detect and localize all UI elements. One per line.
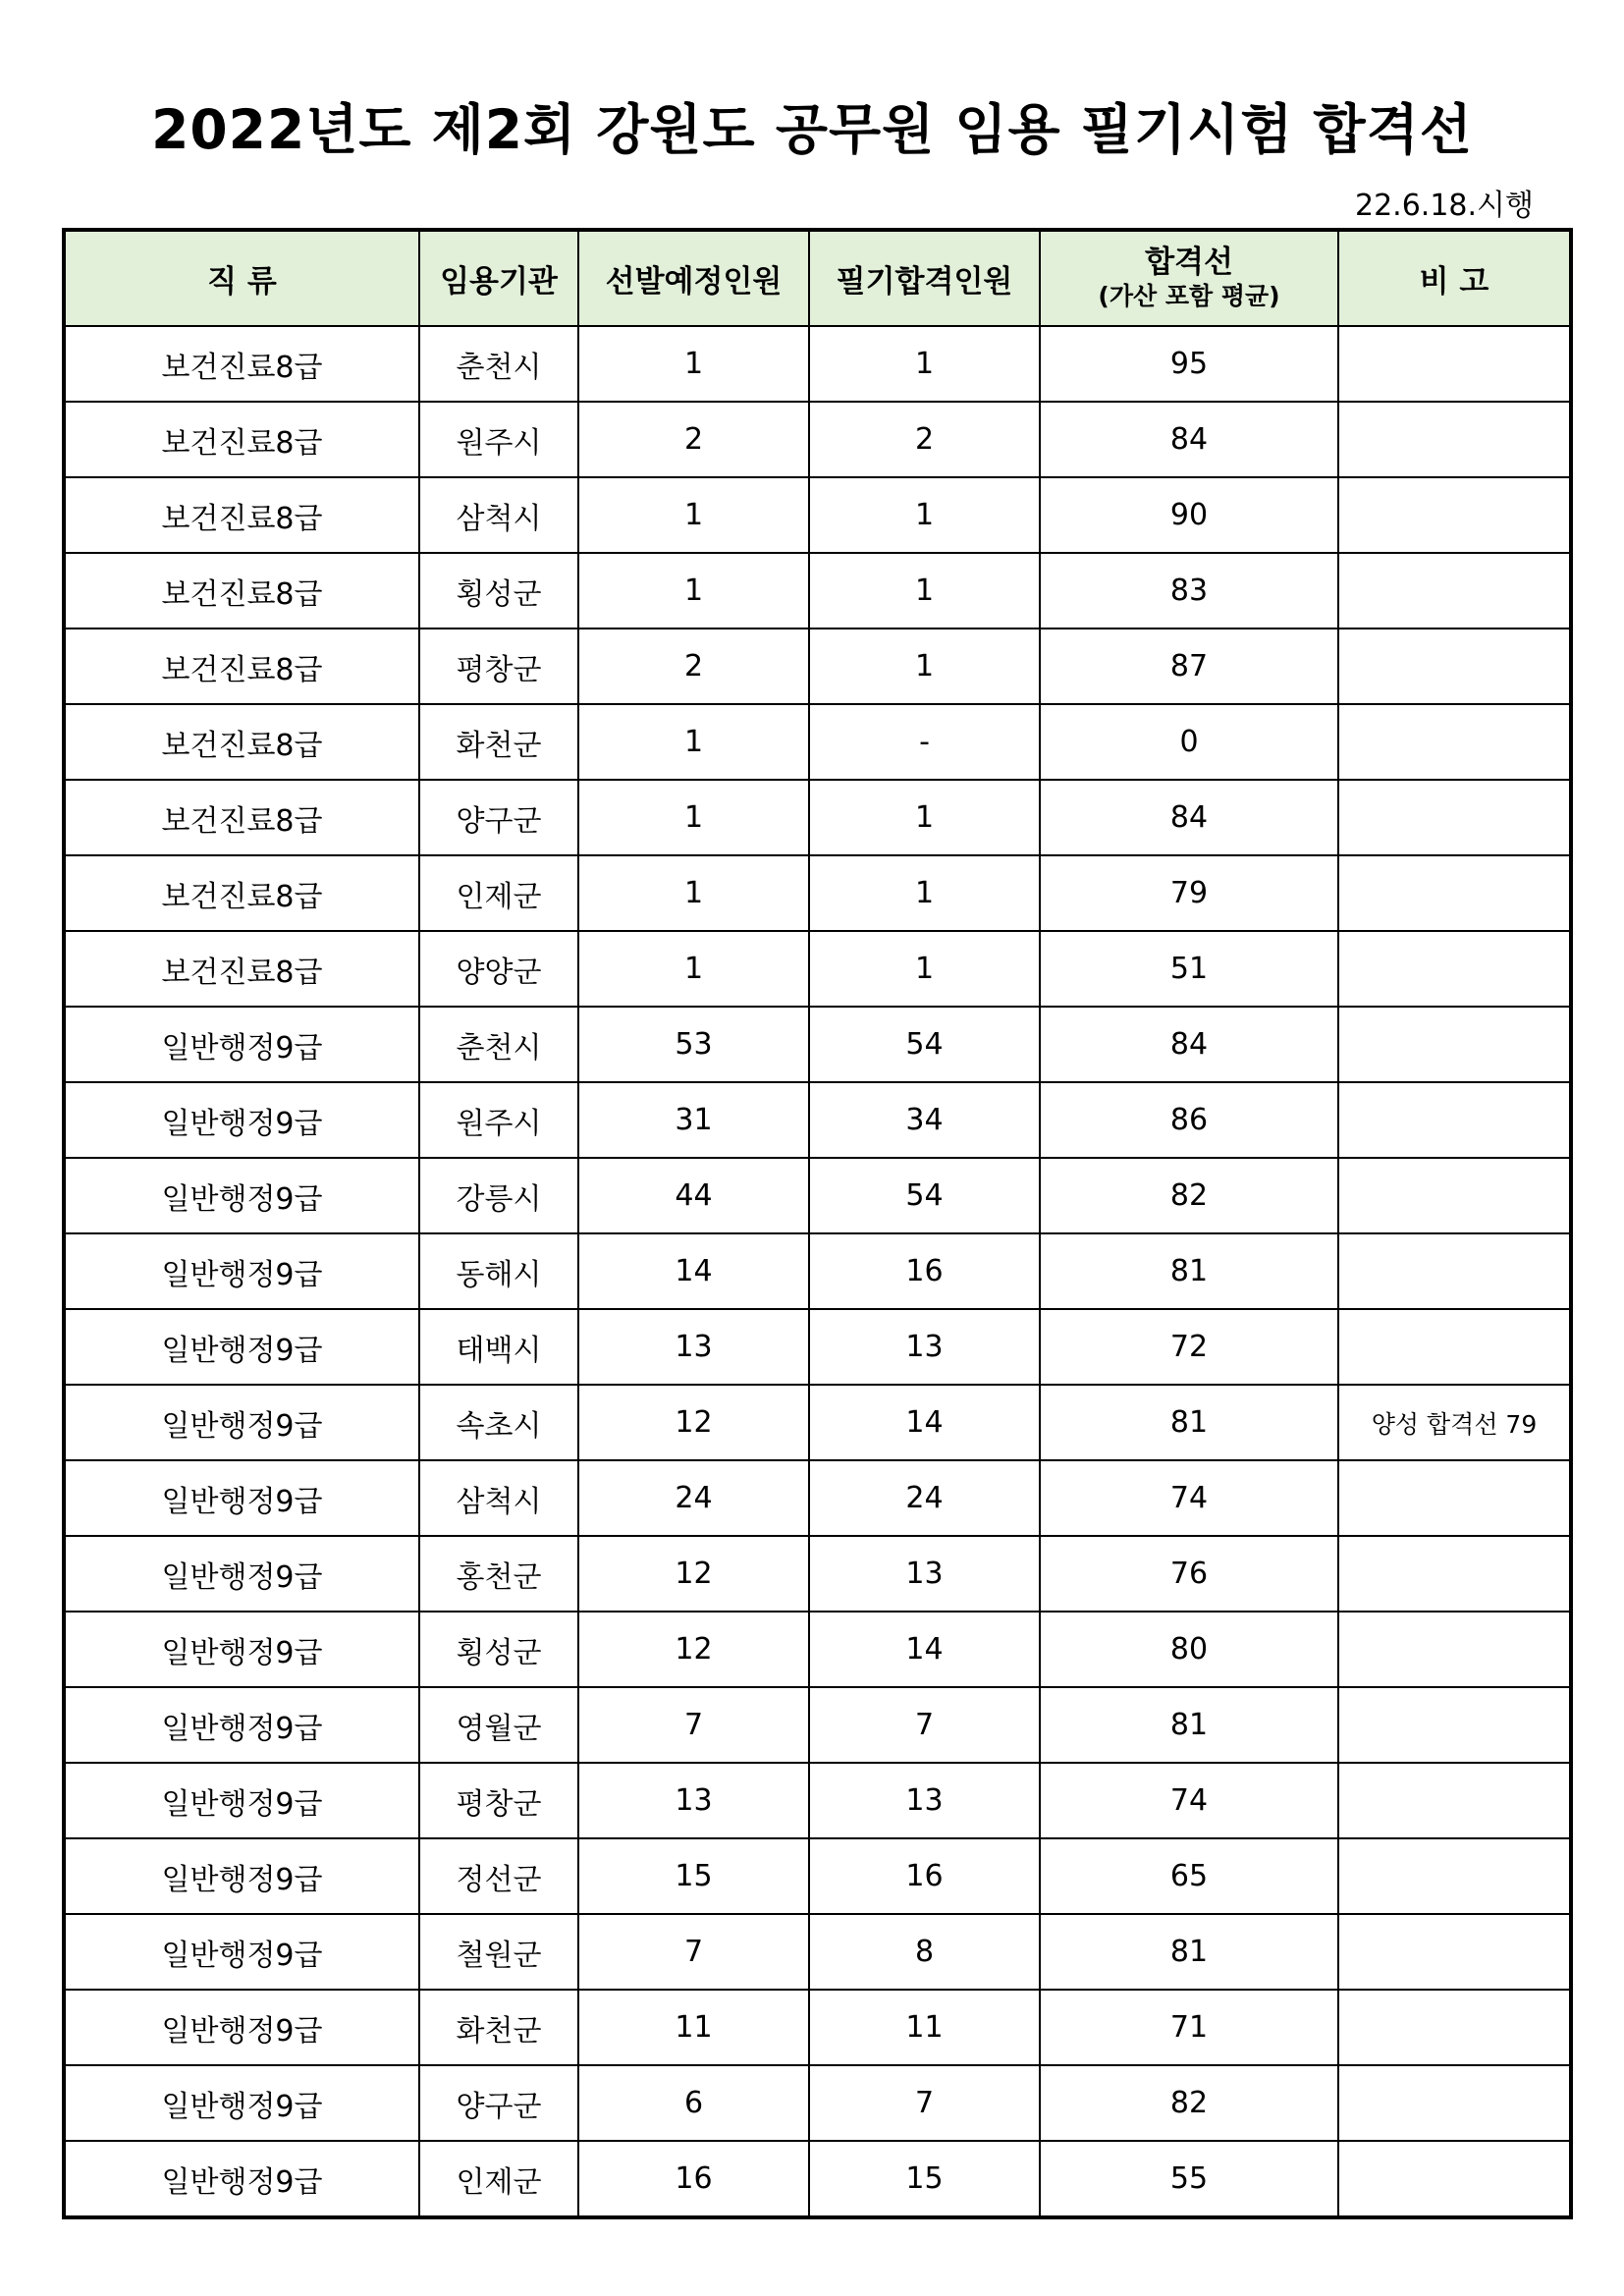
cell-note: [1338, 2065, 1571, 2141]
cell-passed: 34: [809, 1082, 1040, 1158]
cell-agency: 평창군: [419, 629, 578, 704]
cell-note: [1338, 855, 1571, 931]
cell-note: [1338, 553, 1571, 629]
header-cutoff: [1040, 230, 1338, 326]
cell-agency: 정선군: [419, 1838, 578, 1914]
cell-cutoff: 74: [1040, 1460, 1338, 1536]
cell-planned: 1: [578, 704, 809, 780]
cell-planned: 1: [578, 326, 809, 402]
cell-planned: 12: [578, 1385, 809, 1460]
cell-passed: 1: [809, 477, 1040, 553]
cell-agency: 동해시: [419, 1233, 578, 1309]
table-row: [64, 402, 1571, 477]
cell-planned: 14: [578, 1233, 809, 1309]
cell-passed: 13: [809, 1763, 1040, 1838]
cell-job: 일반행정9급: [64, 2065, 419, 2141]
cell-cutoff: 82: [1040, 1158, 1338, 1233]
cell-job: 보건진료8급: [64, 326, 419, 402]
table-row: [64, 1158, 1571, 1233]
cell-note: [1338, 1763, 1571, 1838]
table-row: [64, 553, 1571, 629]
table-body: [64, 326, 1571, 2217]
cell-note: [1338, 1007, 1571, 1082]
table-row: [64, 326, 1571, 402]
cell-job: 일반행정9급: [64, 1990, 419, 2065]
cell-passed: 14: [809, 1612, 1040, 1687]
cell-cutoff: 74: [1040, 1763, 1338, 1838]
cell-cutoff: 80: [1040, 1612, 1338, 1687]
cell-job: 보건진료8급: [64, 780, 419, 855]
cell-note: [1338, 1082, 1571, 1158]
cell-job: 일반행정9급: [64, 1309, 419, 1385]
cell-job: 일반행정9급: [64, 1612, 419, 1687]
cell-passed: 7: [809, 2065, 1040, 2141]
cell-agency: 평창군: [419, 1763, 578, 1838]
cell-cutoff: 90: [1040, 477, 1338, 553]
cell-planned: 11: [578, 1990, 809, 2065]
cell-planned: 7: [578, 1687, 809, 1763]
table-row: [64, 477, 1571, 553]
cell-note: [1338, 1990, 1571, 2065]
cell-agency: 삼척시: [419, 1460, 578, 1536]
cell-planned: 16: [578, 2141, 809, 2217]
results-table: [62, 228, 1573, 2219]
exam-date: 22.6.18.시행: [1354, 189, 1534, 223]
cell-job: 일반행정9급: [64, 1838, 419, 1914]
cell-job: 보건진료8급: [64, 553, 419, 629]
table-row: [64, 1612, 1571, 1687]
cell-planned: 7: [578, 1914, 809, 1990]
table-row: [64, 1763, 1571, 1838]
cell-passed: 1: [809, 931, 1040, 1007]
cell-job: 보건진료8급: [64, 629, 419, 704]
cell-note: [1338, 1838, 1571, 1914]
cell-cutoff: 65: [1040, 1838, 1338, 1914]
cell-planned: 1: [578, 855, 809, 931]
cell-cutoff: 82: [1040, 2065, 1338, 2141]
cell-passed: 54: [809, 1158, 1040, 1233]
header-job: 직 류: [64, 230, 419, 326]
table-row: [64, 2141, 1571, 2217]
cell-note: [1338, 1687, 1571, 1763]
cell-job: 일반행정9급: [64, 1460, 419, 1536]
header-passed: 필기합격인원: [809, 230, 1040, 326]
cell-cutoff: 87: [1040, 629, 1338, 704]
cell-note: [1338, 1612, 1571, 1687]
cell-note: [1338, 780, 1571, 855]
cell-passed: 13: [809, 1309, 1040, 1385]
cell-passed: 16: [809, 1233, 1040, 1309]
cell-agency: 태백시: [419, 1309, 578, 1385]
cell-cutoff: 81: [1040, 1914, 1338, 1990]
cell-planned: 1: [578, 477, 809, 553]
table-row: [64, 1990, 1571, 2065]
table-row: [64, 1914, 1571, 1990]
cell-passed: 15: [809, 2141, 1040, 2217]
cell-passed: 1: [809, 629, 1040, 704]
cell-planned: 13: [578, 1763, 809, 1838]
cell-agency: 인제군: [419, 2141, 578, 2217]
cell-passed: 24: [809, 1460, 1040, 1536]
header-cutoff-sub: (가산 포함 평균): [1098, 281, 1280, 310]
cell-passed: 13: [809, 1536, 1040, 1612]
table-row: [64, 2065, 1571, 2141]
cell-agency: 원주시: [419, 402, 578, 477]
cell-note: [1338, 1914, 1571, 1990]
cell-passed: 11: [809, 1990, 1040, 2065]
cell-agency: 춘천시: [419, 1007, 578, 1082]
cell-job: 일반행정9급: [64, 1763, 419, 1838]
cell-note: [1338, 1233, 1571, 1309]
cell-planned: 31: [578, 1082, 809, 1158]
table-row: [64, 1233, 1571, 1309]
cell-agency: 횡성군: [419, 1612, 578, 1687]
table-row: [64, 1309, 1571, 1385]
cell-agency: 횡성군: [419, 553, 578, 629]
table-row: [64, 1007, 1571, 1082]
cell-passed: 8: [809, 1914, 1040, 1990]
table-row: [64, 1385, 1571, 1460]
cell-agency: 철원군: [419, 1914, 578, 1990]
cell-note: [1338, 2141, 1571, 2217]
cell-passed: 7: [809, 1687, 1040, 1763]
table-row: [64, 1536, 1571, 1612]
cell-planned: 44: [578, 1158, 809, 1233]
cell-job: 보건진료8급: [64, 931, 419, 1007]
cell-passed: 1: [809, 553, 1040, 629]
cell-cutoff: 84: [1040, 780, 1338, 855]
cell-agency: 강릉시: [419, 1158, 578, 1233]
header-note: 비 고: [1338, 230, 1571, 326]
header-cutoff-label: 합격선: [1145, 245, 1233, 281]
cell-job: 일반행정9급: [64, 2141, 419, 2217]
cell-cutoff: 84: [1040, 402, 1338, 477]
cell-cutoff: 95: [1040, 326, 1338, 402]
cell-job: 일반행정9급: [64, 1082, 419, 1158]
cell-cutoff: 72: [1040, 1309, 1338, 1385]
cell-job: 일반행정9급: [64, 1158, 419, 1233]
cell-passed: 14: [809, 1385, 1040, 1460]
cell-planned: 13: [578, 1309, 809, 1385]
header-planned: 선발예정인원: [578, 230, 809, 326]
cell-agency: 홍천군: [419, 1536, 578, 1612]
cell-agency: 영월군: [419, 1687, 578, 1763]
cell-agency: 삼척시: [419, 477, 578, 553]
cell-passed: 1: [809, 326, 1040, 402]
cell-agency: 양양군: [419, 931, 578, 1007]
cell-note: [1338, 1158, 1571, 1233]
table-row: [64, 629, 1571, 704]
table-header: [64, 230, 1571, 326]
table-row: [64, 780, 1571, 855]
cell-note: [1338, 629, 1571, 704]
cell-agency: 인제군: [419, 855, 578, 931]
cell-cutoff: 0: [1040, 704, 1338, 780]
table-row: [64, 855, 1571, 931]
table-row: [64, 1838, 1571, 1914]
cell-job: 보건진료8급: [64, 402, 419, 477]
cell-note: 양성 합격선 79: [1338, 1385, 1571, 1460]
cell-cutoff: 81: [1040, 1385, 1338, 1460]
cell-job: 일반행정9급: [64, 1687, 419, 1763]
cell-planned: 6: [578, 2065, 809, 2141]
cell-note: [1338, 931, 1571, 1007]
cell-cutoff: 71: [1040, 1990, 1338, 2065]
cell-agency: 양구군: [419, 780, 578, 855]
cell-job: 보건진료8급: [64, 855, 419, 931]
cell-note: [1338, 704, 1571, 780]
cell-planned: 2: [578, 629, 809, 704]
cell-planned: 1: [578, 780, 809, 855]
cell-planned: 2: [578, 402, 809, 477]
cell-job: 일반행정9급: [64, 1385, 419, 1460]
cell-planned: 53: [578, 1007, 809, 1082]
cell-note: [1338, 326, 1571, 402]
table-row: [64, 1687, 1571, 1763]
cell-note: [1338, 477, 1571, 553]
cell-job: 일반행정9급: [64, 1233, 419, 1309]
cell-passed: 1: [809, 855, 1040, 931]
header-row: [64, 230, 1571, 326]
cell-agency: 속초시: [419, 1385, 578, 1460]
cell-note: [1338, 1460, 1571, 1536]
cell-cutoff: 84: [1040, 1007, 1338, 1082]
document-title: 2022년도 제2회 강원도 공무원 임용 필기시험 합격선: [151, 98, 1473, 161]
cell-planned: 1: [578, 931, 809, 1007]
cell-agency: 화천군: [419, 1990, 578, 2065]
cell-passed: 1: [809, 780, 1040, 855]
cell-cutoff: 81: [1040, 1233, 1338, 1309]
cell-planned: 15: [578, 1838, 809, 1914]
cell-planned: 24: [578, 1460, 809, 1536]
cell-passed: -: [809, 704, 1040, 780]
cell-cutoff: 55: [1040, 2141, 1338, 2217]
table-row: [64, 704, 1571, 780]
table-row: [64, 1460, 1571, 1536]
cell-job: 일반행정9급: [64, 1914, 419, 1990]
cell-planned: 1: [578, 553, 809, 629]
cell-job: 보건진료8급: [64, 704, 419, 780]
cell-agency: 양구군: [419, 2065, 578, 2141]
cell-note: [1338, 402, 1571, 477]
cell-note: [1338, 1309, 1571, 1385]
cell-passed: 2: [809, 402, 1040, 477]
cell-planned: 12: [578, 1612, 809, 1687]
cell-cutoff: 51: [1040, 931, 1338, 1007]
cell-agency: 춘천시: [419, 326, 578, 402]
cell-cutoff: 79: [1040, 855, 1338, 931]
cell-passed: 16: [809, 1838, 1040, 1914]
cell-agency: 원주시: [419, 1082, 578, 1158]
header-agency: 임용기관: [419, 230, 578, 326]
cell-cutoff: 76: [1040, 1536, 1338, 1612]
cell-job: 일반행정9급: [64, 1007, 419, 1082]
cell-agency: 화천군: [419, 704, 578, 780]
cell-passed: 54: [809, 1007, 1040, 1082]
table-row: [64, 931, 1571, 1007]
cell-cutoff: 81: [1040, 1687, 1338, 1763]
table-row: [64, 1082, 1571, 1158]
cell-cutoff: 83: [1040, 553, 1338, 629]
cell-job: 보건진료8급: [64, 477, 419, 553]
cell-note: [1338, 1536, 1571, 1612]
cell-cutoff: 86: [1040, 1082, 1338, 1158]
cell-job: 일반행정9급: [64, 1536, 419, 1612]
cell-planned: 12: [578, 1536, 809, 1612]
